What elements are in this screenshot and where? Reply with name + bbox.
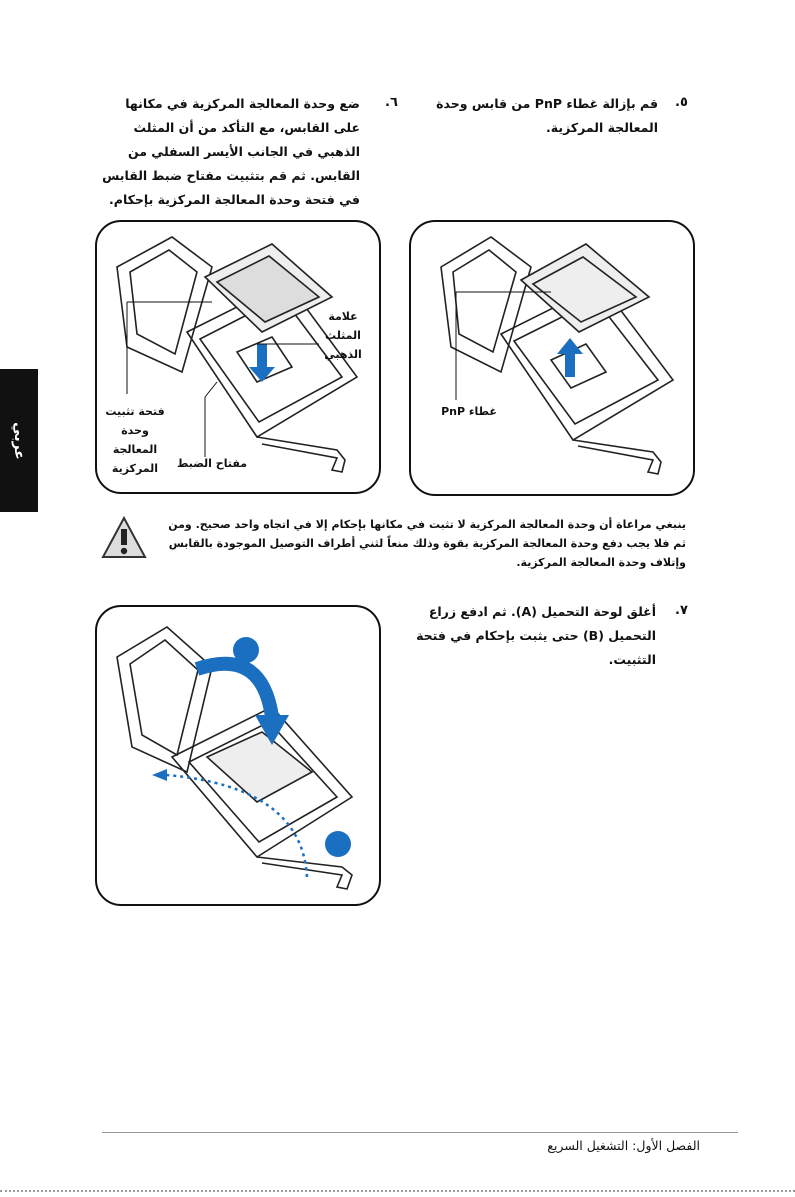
pnp-cover-illustration	[411, 222, 693, 494]
step-7-number: ٧.	[675, 603, 688, 618]
label-a-badge	[233, 637, 259, 663]
step-7-text: أغلق لوحة التحميل (A). ثم ادفع زراع التحميل (B) حتى يثبت بإحكام في فتحة التثبيت.	[416, 604, 656, 667]
callout-cpu-slot: فتحة تثبيت وحدة المعالجة المركزية	[105, 405, 165, 475]
callout-golden-triangle: علامة المثلث الذهبي	[324, 310, 362, 361]
label-b-badge	[325, 831, 351, 857]
caution-text: ينبغي مراعاة أن وحدة المعالجة المركزية لا تثبت في مكانها بإحكام إلا في اتجاه واحد صحيح. ومن ثم فلا يجب دفع وحدة المعالجة المركزية بقوة وذلك منعاً لثني أطراف التوصيل الموجودة بالقابس وإتلاف وحدة المعالجة المركزية.	[168, 518, 686, 569]
callout-pnp-cover: غطاء PnP	[441, 405, 497, 418]
language-side-tab	[0, 369, 38, 512]
step-5-number: ٥.	[675, 95, 688, 110]
bottom-dotted-rule	[0, 1190, 795, 1192]
step-6-number: ٦.	[385, 95, 398, 110]
step-6-text: ضع وحدة المعالجة المركزية في مكانها على القابس، مع التأكد من أن المثلث الذهبي في الجانب الأيسر السفلي من القابس. ثم قم بتثبيت مفتاح ضبط القابس في فتحة وحدة المعالجة المركزية بإحكام.	[102, 96, 360, 207]
figure-pnp-cover-removal	[409, 220, 695, 496]
figure-cpu-placement	[95, 220, 381, 494]
footer-rule	[102, 1132, 738, 1133]
step-5-text: قم بإزالة غطاء PnP من قابس وحدة المعالجة المركزية.	[436, 96, 658, 135]
callout-socket-key: مفتاح الضبط	[176, 457, 248, 470]
figure-close-load-plate	[95, 605, 381, 906]
footer-chapter-title: الفصل الأول: التشغيل السريع	[547, 1138, 700, 1153]
warning-triangle-icon	[100, 515, 148, 561]
side-tab-label: عربي	[11, 421, 27, 460]
